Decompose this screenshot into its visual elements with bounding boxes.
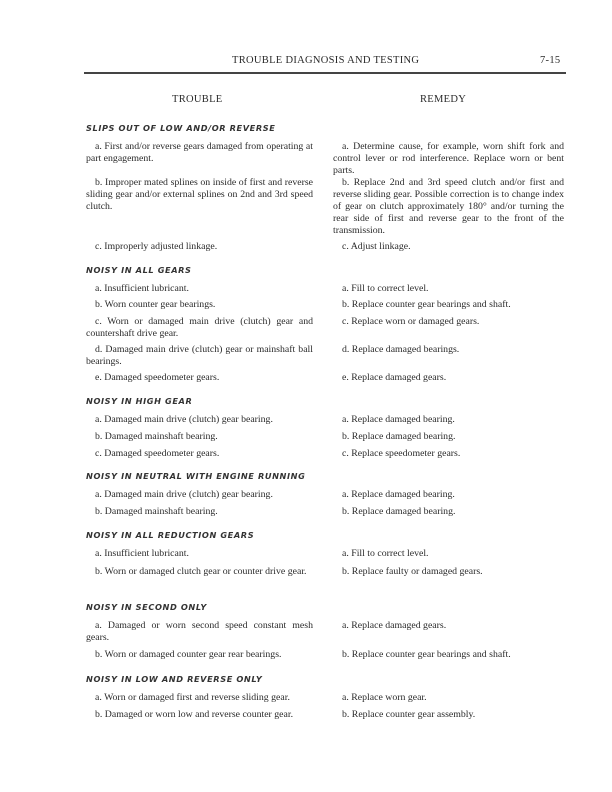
trouble-item: a. Insufficient lubricant.	[95, 548, 189, 559]
remedy-item: b. Replace counter gear assembly.	[342, 709, 476, 720]
trouble-item: a. Damaged main drive (clutch) gear bearing.	[95, 489, 273, 500]
remedy-item: b. Replace faulty or damaged gears.	[342, 566, 483, 577]
trouble-item: a. Insufficient lubricant.	[95, 283, 189, 294]
header-rule	[84, 72, 566, 74]
table-row	[86, 177, 564, 241]
section-heading: NOISY IN HIGH GEAR	[86, 396, 193, 406]
table-row	[86, 414, 564, 431]
trouble-item: c. Damaged speedometer gears.	[95, 448, 220, 459]
remedy-item: c. Replace worn or damaged gears.	[342, 316, 480, 327]
table-row	[86, 448, 564, 471]
trouble-item: b. Worn or damaged clutch gear or counter drive gear.	[95, 566, 307, 577]
remedy-item: b. Replace damaged bearing.	[342, 506, 456, 517]
section-heading: NOISY IN ALL GEARS	[86, 265, 192, 275]
section-heading: NOISY IN NEUTRAL WITH ENGINE RUNNING	[86, 471, 306, 481]
remedy-item: b. Replace damaged bearing.	[342, 431, 456, 442]
section-heading: NOISY IN ALL REDUCTION GEARS	[86, 530, 255, 540]
remedy-item: d. Replace damaged bearings.	[342, 344, 460, 355]
table-row	[86, 299, 564, 316]
trouble-item: b. Worn or damaged counter gear rear bearings.	[95, 649, 282, 660]
remedy-item: a. Fill to correct level.	[342, 548, 429, 559]
trouble-remedy-table	[86, 123, 564, 726]
remedy-item: b. Replace 2nd and 3rd speed clutch and/or first and reverse sliding gear. Possible correction is to change index of gear on clutch approximately 180° and/or turning the rear side of first and reverse gear to the front of the transmission.	[333, 177, 564, 236]
remedy-item: c. Replace speedometer gears.	[342, 448, 461, 459]
remedy-item: a. Replace damaged bearing.	[342, 489, 455, 500]
table-row	[86, 141, 564, 177]
trouble-item: b. Worn counter gear bearings.	[95, 299, 216, 310]
table-row	[86, 649, 564, 674]
table-row	[86, 566, 564, 602]
trouble-item: c. Worn or damaged main drive (clutch) gear and countershaft drive gear.	[86, 316, 313, 339]
table-row	[86, 283, 564, 299]
remedy-item: a. Replace damaged gears.	[342, 620, 447, 631]
section-heading: NOISY IN SECOND ONLY	[86, 602, 207, 612]
remedy-item: b. Replace counter gear bearings and shaft.	[342, 649, 511, 660]
trouble-item: b. Damaged mainshaft bearing.	[95, 431, 218, 442]
section-heading: NOISY IN LOW AND REVERSE ONLY	[86, 674, 263, 684]
table-row	[86, 241, 564, 265]
running-header: TROUBLE DIAGNOSIS AND TESTING	[232, 55, 420, 66]
trouble-item: b. Damaged mainshaft bearing.	[95, 506, 218, 517]
trouble-item: c. Improperly adjusted linkage.	[95, 241, 218, 252]
remedy-item: a. Fill to correct level.	[342, 283, 429, 294]
remedy-item: b. Replace counter gear bearings and shaft.	[342, 299, 511, 310]
trouble-item: a. Damaged main drive (clutch) gear bearing.	[95, 414, 273, 425]
trouble-item: b. Damaged or worn low and reverse counter gear.	[95, 709, 294, 720]
table-row	[86, 692, 564, 709]
trouble-item: e. Damaged speedometer gears.	[95, 372, 220, 383]
table-row	[86, 709, 564, 726]
trouble-item: a. Worn or damaged first and reverse sliding gear.	[95, 692, 290, 703]
table-row	[86, 316, 564, 344]
table-row	[86, 344, 564, 372]
table-row	[86, 548, 564, 566]
trouble-item: d. Damaged main drive (clutch) gear or mainshaft ball bearings.	[86, 344, 313, 367]
remedy-item: e. Replace damaged gears.	[342, 372, 447, 383]
trouble-item: b. Improper mated splines on inside of first and reverse sliding gear and/or external splines on 2nd and 3rd speed clutch.	[86, 177, 313, 212]
section-heading: SLIPS OUT OF LOW AND/OR REVERSE	[86, 123, 276, 133]
table-row	[86, 372, 564, 396]
column-heading-trouble: TROUBLE	[172, 94, 223, 105]
remedy-item: c. Adjust linkage.	[342, 241, 411, 252]
table-row	[86, 489, 564, 506]
trouble-item: a. Damaged or worn second speed constant mesh gears.	[86, 620, 313, 643]
column-heading-remedy: REMEDY	[420, 94, 467, 105]
remedy-item: a. Replace damaged bearing.	[342, 414, 455, 425]
remedy-item: a. Replace worn gear.	[342, 692, 427, 703]
remedy-item: a. Determine cause, for example, worn shift fork and control lever or rod interference. Replace worn or bent parts.	[333, 141, 564, 176]
table-row	[86, 620, 564, 649]
page-number: 7-15	[540, 55, 561, 66]
trouble-item: a. First and/or reverse gears damaged from operating at part engagement.	[86, 141, 313, 164]
table-row	[86, 506, 564, 530]
table-row	[86, 431, 564, 448]
